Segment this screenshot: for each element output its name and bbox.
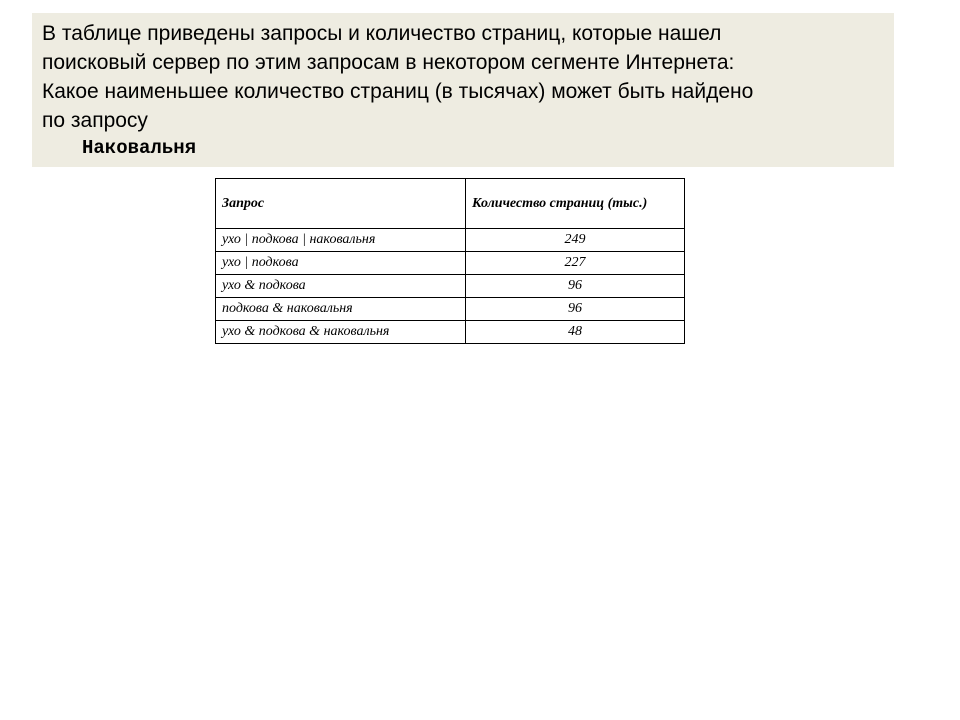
- table-row: [216, 298, 685, 321]
- cell-query: ухо & подкова: [216, 275, 466, 298]
- query-table: [215, 178, 685, 344]
- table-row: [216, 252, 685, 275]
- cell-query: ухо | подкова: [216, 252, 466, 275]
- header-query: Запрос: [216, 179, 466, 229]
- cell-count: 227: [466, 252, 685, 275]
- table-header-row: [216, 179, 685, 229]
- table-row: [216, 229, 685, 252]
- cell-count: 96: [466, 275, 685, 298]
- header-count: Количество страниц (тыс.): [466, 179, 685, 229]
- task-box: [32, 13, 894, 167]
- cell-query: подкова & наковальня: [216, 298, 466, 321]
- table-row: [216, 275, 685, 298]
- task-text: В таблице приведены запросы и количество страниц, которые нашел поисковый сервер по этим запросам в некотором сегменте Интернета: Какое наименьшее количество страниц (в тысячах) может быть найдено по запросу: [42, 22, 754, 132]
- table-row: [216, 321, 685, 344]
- cell-count: 48: [466, 321, 685, 344]
- cell-count: 249: [466, 229, 685, 252]
- cell-count: 96: [466, 298, 685, 321]
- cell-query: ухо | подкова | наковальня: [216, 229, 466, 252]
- query-keyword: Наковальня: [82, 137, 197, 159]
- cell-query: ухо & подкова & наковальня: [216, 321, 466, 344]
